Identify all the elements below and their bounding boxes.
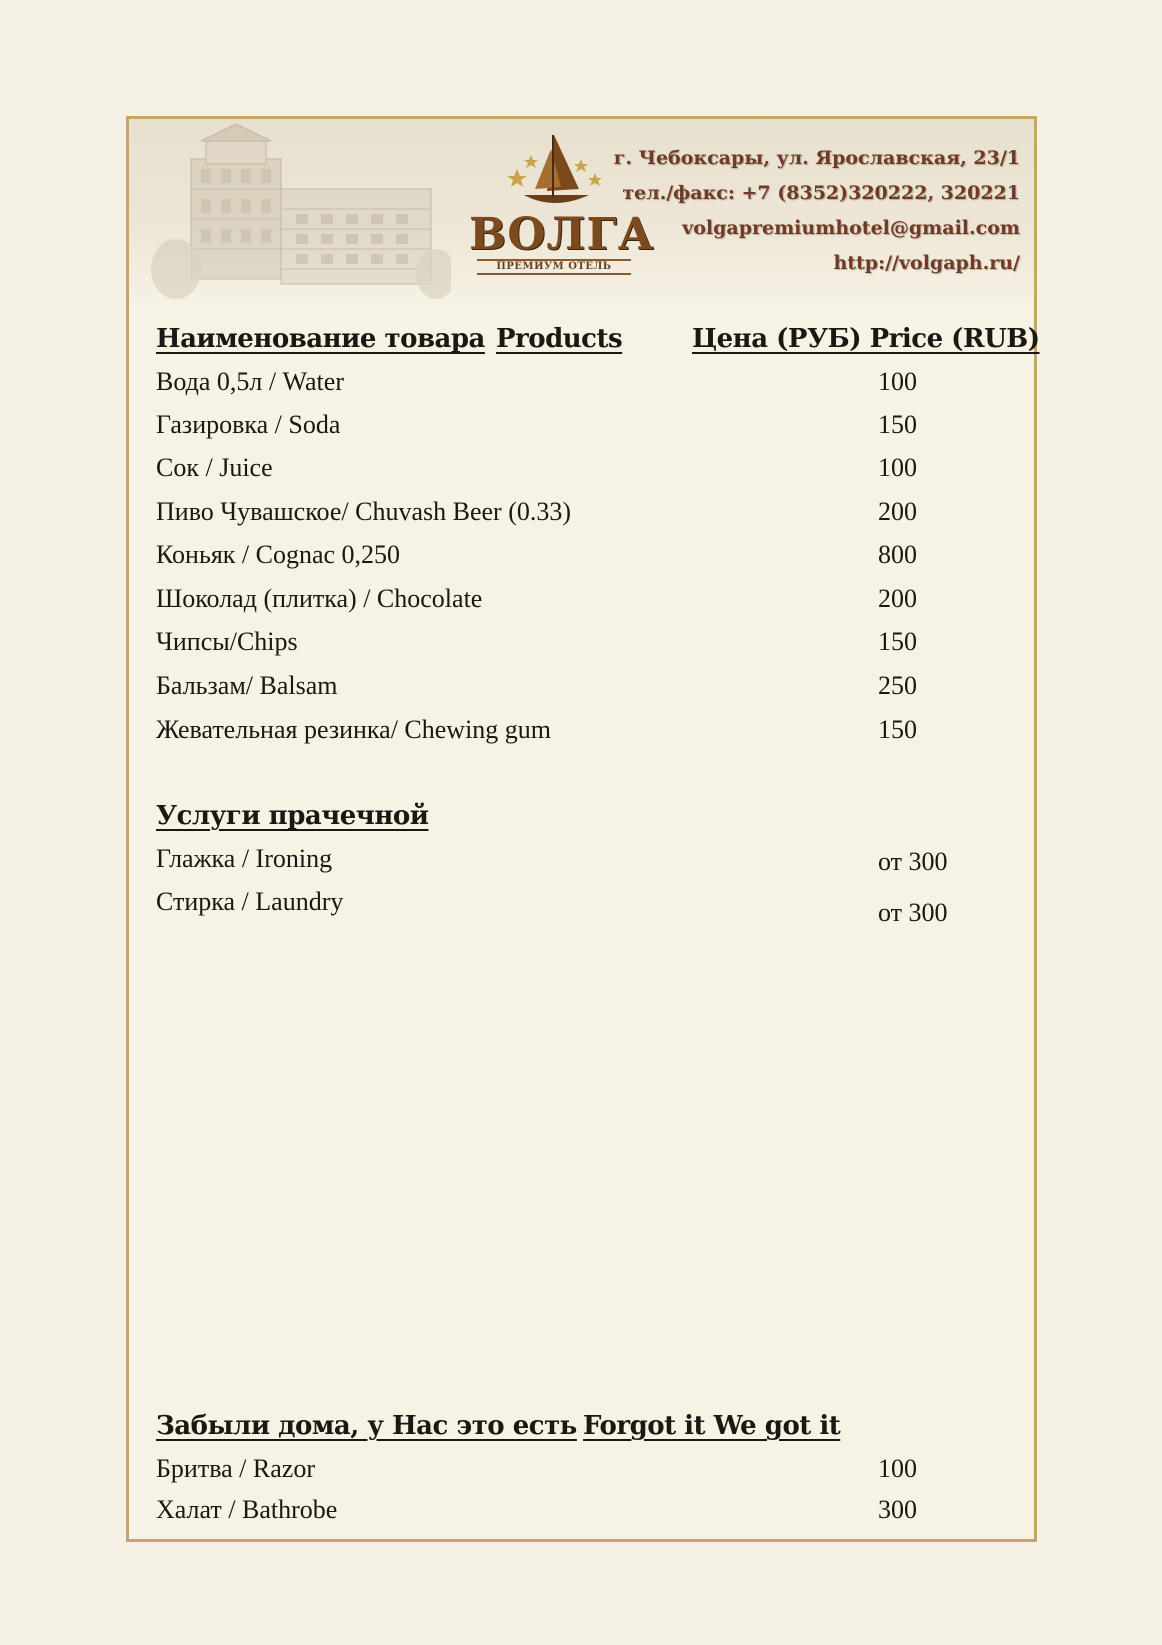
product-name: Коньяк / Cognac 0,250 [156, 540, 401, 569]
col-price-heading: Цена (РУБ) Price (RUB) [692, 324, 1040, 354]
item-price: 300 [878, 1495, 917, 1524]
product-price: 200 [878, 584, 917, 613]
service-name: Глажка / Ironing [156, 844, 333, 873]
product-price: 150 [878, 627, 917, 656]
product-name: Газировка / Soda [156, 410, 341, 439]
forgot-heading-en: Forgot it We got it [583, 1411, 841, 1441]
service-price: от 300 [878, 898, 948, 927]
product-name: Бальзам/ Balsam [156, 671, 338, 700]
product-name: Пиво Чувашское/ Chuvash Beer (0.33) [156, 497, 572, 526]
contact-block [614, 141, 1020, 281]
service-price: от 300 [878, 847, 948, 876]
product-name: Жевательная резинка/ Chewing gum [156, 715, 552, 744]
item-name: Халат / Bathrobe [156, 1495, 338, 1524]
hotel-phone: тел./факс: +7 (8352)320222, 320221 [622, 182, 1020, 204]
service-name: Стирка / Laundry [156, 887, 344, 916]
hotel-address: г. Чебоксары, ул. Ярославская, 23/1 [613, 147, 1020, 169]
product-name: Сок / Juice [156, 453, 273, 482]
product-name: Вода 0,5л / Water [156, 367, 344, 396]
hotel-website[interactable]: http://volgaph.ru/ [833, 252, 1020, 274]
item-name: Бритва / Razor [156, 1454, 315, 1483]
logo-subtitle: ПРЕМИУМ ОТЕЛЬ [477, 259, 631, 275]
col-name-ru-heading: Наименование товара [156, 324, 485, 354]
forgot-heading-ru: Забыли дома, у Нас это есть [156, 1411, 577, 1441]
product-price: 200 [878, 497, 917, 526]
product-name: Шоколад (плитка) / Chocolate [156, 584, 483, 613]
laundry-heading: Услуги прачечной [156, 801, 429, 831]
item-price: 100 [878, 1454, 917, 1483]
product-price: 100 [878, 367, 917, 396]
product-price: 250 [878, 671, 917, 700]
product-price: 800 [878, 540, 917, 569]
header-banner [129, 119, 1034, 309]
product-price: 150 [878, 410, 917, 439]
product-name: Чипсы/Chips [156, 627, 298, 656]
product-price: 100 [878, 453, 917, 482]
product-price: 150 [878, 715, 917, 744]
hotel-building-illustration [151, 119, 451, 304]
col-name-en-heading: Products [496, 324, 623, 354]
hotel-email[interactable]: volgapremiumhotel@gmail.com [682, 217, 1020, 239]
menu-card [126, 116, 1040, 1542]
logo-name: ВОЛГА [469, 209, 655, 260]
